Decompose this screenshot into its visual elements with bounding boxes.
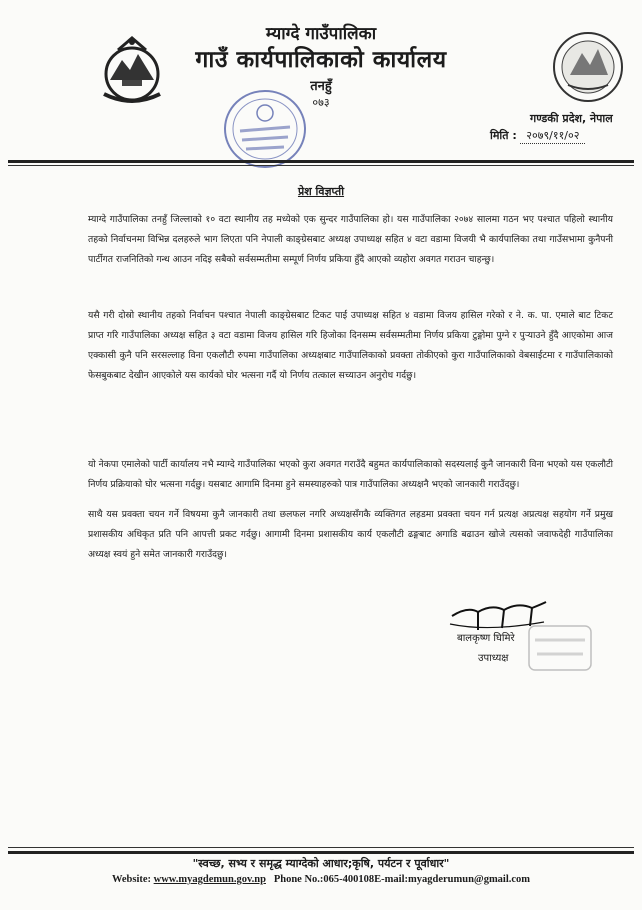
date-label: मिति :	[490, 129, 517, 142]
date-line	[490, 128, 585, 144]
footer-contact	[0, 874, 642, 885]
province-name: गण्डकी प्रदेश, नेपाल	[530, 112, 613, 125]
body-paragraph-3: यो नेकपा एमालेको पार्टी कार्यालय नभै म्याग्दे गाउँपालिका भएको कुरा अवगत गराउँदै बहुमत कार्यपालिकाको सदस्यलाई कुनै जानकारी विना भएको यस एकलौटी निर्णय प्रक्रियाको घोर भत्सना गर्दछु। यसबाट आगामि दिनमा हुने समस्याहरुको पात्र गाउँपालिका अध्यक्षनै भएको जानकारी गराउँदछु।	[88, 459, 613, 490]
municipality-name: म्याग्दे गाउँपालिका	[265, 24, 377, 44]
footer-rule-thin	[8, 847, 634, 848]
contact-info: Phone No.:065-400108E-mail:myagderumun@gmail.com	[273, 874, 531, 885]
press-release-heading: प्रेश विज्ञप्ती	[297, 185, 345, 198]
footer-slogan: "स्वच्छ, सभ्य र समृद्ध म्याग्देको आधार;कृषि, पर्यटन र पूर्वाधार"	[192, 857, 450, 870]
signer-name: बालकृष्ण घिमिरे	[457, 633, 515, 644]
header-rule	[8, 160, 634, 163]
office-code: ०७३	[312, 96, 330, 109]
website-label: Website:	[111, 874, 152, 885]
district-name: तनहुँ	[310, 79, 332, 94]
body-paragraph-1: म्याग्दे गाउँपालिका तनहुँ जिल्लाको १० वटा स्थानीय तह मध्येको एक सुन्दर गाउँपालिका हो। यस गाउँपालिका २०७४ सालमा गठन भए पश्चात पहिलो स्थानीय तहको निर्वाचनमा विभिन्न दलहरुले भाग लिएता पनि नेपाली काङ्ग्रेसबाट अध्यक्ष उपाध्यक्ष सहित ४ वटा वडामा विजयी भै कार्यपालिका तथा गाउँसभामा कुनैपनी पार्टीगत राजनितिको गन्ध आउन नदिइ सबैको सर्वसम्मतीमा सम्पूर्ण निर्णय प्रकिया हुँदै आएको व्यहोरा अवगत गराउन चाहन्छु।	[88, 214, 613, 265]
signature-stamp-icon	[525, 620, 595, 675]
signer-role: उपाध्यक्ष	[478, 653, 509, 664]
website-link[interactable]: www.myagdemun.gov.np	[153, 874, 266, 885]
body-paragraph-4: साथै यस प्रवक्ता चयन गर्ने विषयमा कुनै जानकारी तथा छलफल नगरि अध्यक्षसँगकै व्यक्तिगत लहडमा प्रवक्ता चयन गर्न प्रत्यक्ष अप्रत्यक्ष सहयोग गर्ने प्रमुख प्रशासकीय अधिकृत प्रति पनि आपत्ती प्रकट गर्दछु। आगामी दिनमा प्रशासकीय कार्य एकलौटी ढङ्गबाट अगाडि बढाउन खोजे त्यसको जवाफदेही गाउँपालिका अध्यक्ष स्वयं हुने समेत जानकारी गराउँदछु।	[88, 509, 613, 560]
footer-rule	[8, 851, 634, 854]
date-value: २०७९/११/०२	[520, 128, 585, 144]
body-paragraph-2: यसै गरी दोस्रो स्थानीय तहको निर्वाचन पश्चात नेपाली काङ्ग्रेसबाट टिकट पाई उपाध्यक्ष सहित ४ वडामा विजय हासिल गरेको र ने. क. पा. एमाले बाट टिकट प्राप्त गरि गाउँपालिका अध्यक्ष सहित ३ वटा वडामा विजय हासिल गरि हिजोका दिनसम्म सर्वसम्मतीमा निर्णय प्रकिया टुङ्गोमा पुग्ने र पुऱ्याउने हुँदै आएकोमा आज एक्कासी कुनै पनि सरसल्लाह विना एकलौटी रुपमा गाउँपालिका अध्यक्षबाट गाउँपालिकाको प्रवक्ता तोकीएको कुरा गाउँपालिकाको वेबसाईटमा र गाउँपालिकाको फेसबुकबाट देखीन आएकोले यस कार्यको घोर भत्सना गर्दै यो निर्णय तत्काल सच्याउन अनुरोध गर्दछु।	[88, 310, 613, 381]
header-rule-thin	[8, 165, 634, 166]
office-title: गाउँ कार्यपालिकाको कार्यालय	[195, 47, 447, 73]
